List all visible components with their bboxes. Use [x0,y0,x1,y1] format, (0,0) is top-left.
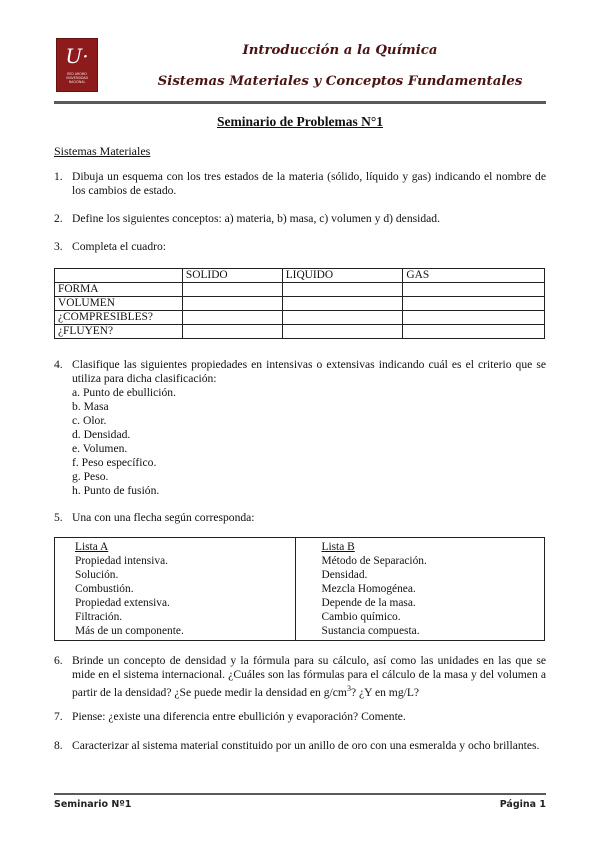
question-8 [54,739,546,753]
table-row [55,624,545,641]
question-text: Caracterizar al sistema material constituido por un anillo de oro con una esmeralda y ocho brillantes. [72,739,540,752]
question-text: Una con una flecha según corresponda: [72,511,255,524]
question-number: 4. [54,358,63,371]
list-b-header: Lista B [295,538,545,555]
question-text: Clasifique las siguientes propiedades en intensivas o extensivas indicando cuál es el criterio que se utiliza para dicha clasificación: [72,358,546,385]
university-logo [56,38,98,92]
table-row [55,311,545,325]
question-number: 1. [54,170,63,183]
table-row [55,568,545,582]
table-header-cell: LIQUIDO [282,269,403,283]
footer-label: Seminario Nº1 [54,799,132,810]
list-b-item: Densidad. [295,568,545,582]
question-1 [54,170,546,198]
table-row [55,297,545,311]
table-cell [282,325,403,339]
footer-divider [54,793,546,795]
list-b-item: Sustancia compuesta. [295,624,545,641]
question-text: Define los siguientes conceptos: a) materia, b) masa, c) volumen y d) densidad. [72,212,440,225]
table-row [55,325,545,339]
table-cell [182,311,282,325]
question-text: Piense: ¿existe una diferencia entre ebullición y evaporación? Comente. [72,710,406,723]
table-cell [182,297,282,311]
table-row [55,554,545,568]
table-row [55,283,545,297]
states-table [54,268,545,339]
list-item: d. Densidad. [72,428,131,441]
row-label: ¿FLUYEN? [55,325,183,339]
list-a-header: Lista A [75,541,109,553]
table-cell [403,325,545,339]
logo-text-line: NACIONAL [68,80,86,84]
question-7 [54,710,546,724]
question-text: Completa el cuadro: [72,240,167,253]
question-6 [54,654,546,700]
question-text-part: Brinde un concepto de densidad y la fórmula para su cálculo, así como las unidades en las que se mide en el sistema internacional. ¿Cuáles son las fórmulas para el cálculo de la masa y del volumen a partir de la densidad? ¿Se puede medir la densidad en g/cm [72,654,546,699]
list-item: e. Volumen. [72,442,128,455]
list-item: g. Peso. [72,470,109,483]
table-cell [282,283,403,297]
question-5 [54,511,546,525]
list-a-item: Filtración. [75,611,123,623]
list-item: b. Masa [72,400,109,413]
page-number: Página 1 [499,799,546,810]
table-row [55,596,545,610]
question-text: Dibuja un esquema con los tres estados de la materia (sólido, líquido y gas) indicando el nombre de los cambios de estado. [72,170,546,197]
list-item: h. Punto de fusión. [72,484,160,497]
row-label: FORMA [55,283,183,297]
section-heading: Sistemas Materiales [54,144,151,158]
table-cell [403,311,545,325]
logo-mark: U· [65,44,89,68]
row-label: ¿COMPRESIBLES? [55,311,183,325]
table-cell [282,311,403,325]
question-number: 2. [54,212,63,225]
header-course-title: Introducción a la Química [242,43,438,58]
question-number: 7. [54,710,63,723]
list-item: f. Peso específico. [72,456,157,469]
list-a-item: Propiedad intensiva. [75,555,169,567]
logo-text-line: RED AROMO [67,72,87,76]
table-cell [403,297,545,311]
question-text [72,654,546,700]
list-b-item: Depende de la masa. [295,596,545,610]
table-header-cell [55,269,183,283]
list-item: c. Olor. [72,414,107,427]
list-a-item: Solución. [75,569,119,581]
header-divider [54,101,546,104]
list-a-item: Más de un componente. [75,625,184,637]
logo-text-line: UNIVERSIDAD [65,76,89,80]
table-header-cell: GAS [403,269,545,283]
row-label: VOLUMEN [55,297,183,311]
table-row [55,582,545,596]
superscript: 3 [346,684,351,693]
table-header-cell: SOLIDO [182,269,282,283]
page-title: Seminario de Problemas N°1 [216,114,383,129]
table-cell [403,283,545,297]
table-cell [282,297,403,311]
question-3 [54,240,546,254]
table-cell [182,325,282,339]
question-4 [54,358,546,498]
question-text-part: ? ¿Y en mg/L? [350,685,420,699]
question-number: 6. [54,654,63,667]
question-2 [54,212,546,226]
list-b-item: Mezcla Homogénea. [295,582,545,596]
list-item: a. Punto de ebullición. [72,386,177,399]
list-a-item: Propiedad extensiva. [75,597,170,609]
table-row [55,610,545,624]
list-b-item: Cambio químico. [295,610,545,624]
question-number: 3. [54,240,63,253]
question-number: 5. [54,511,63,524]
list-a-item: Combustión. [75,583,134,595]
table-cell [182,283,282,297]
matching-table [54,537,545,641]
question-number: 8. [54,739,63,752]
list-b-item: Método de Separación. [295,554,545,568]
table-header-row [55,269,545,283]
table-header-row [55,538,545,555]
header-topic-title: Sistemas Materiales y Conceptos Fundamentales [157,74,523,89]
